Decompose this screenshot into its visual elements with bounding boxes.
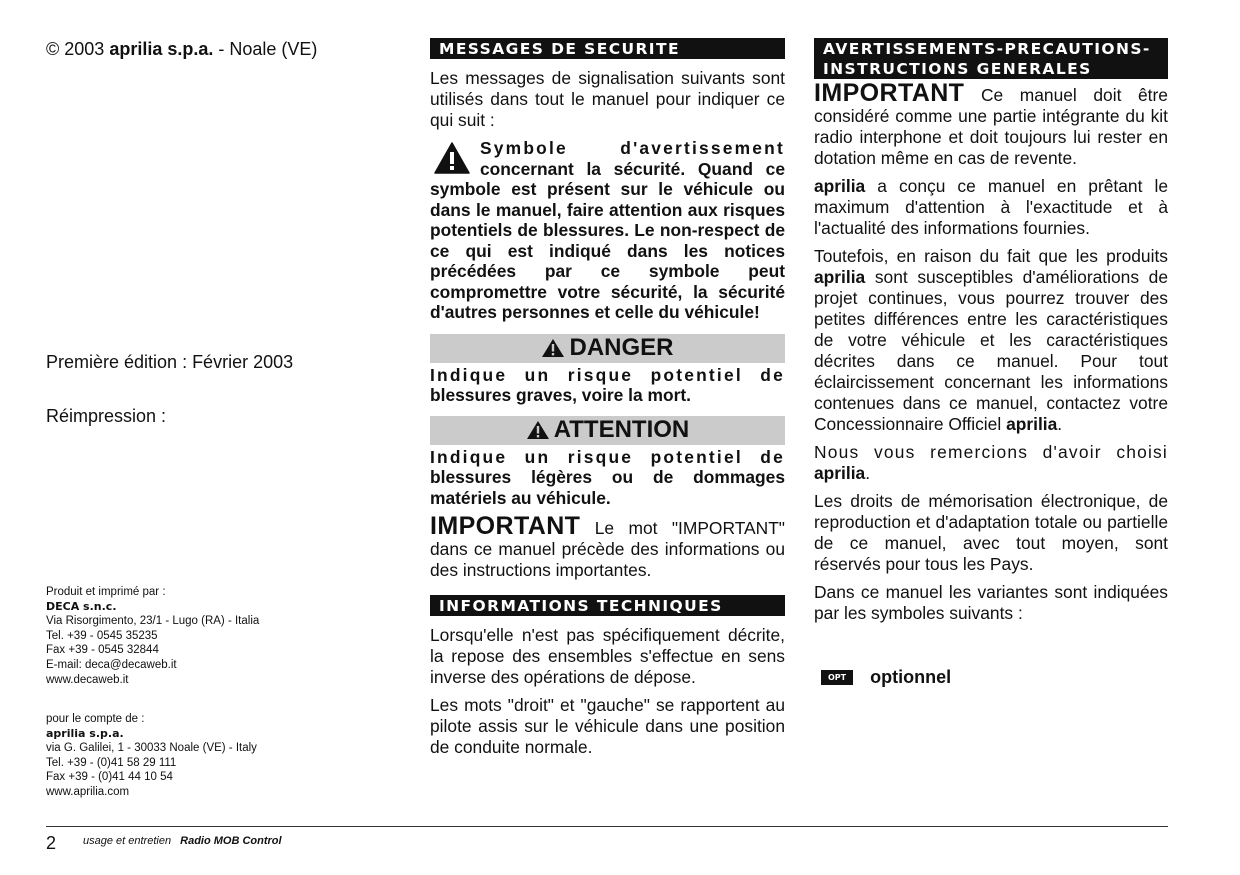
printer-address: Via Risorgimento, 23/1 - Lugo (RA) - Italia: [46, 615, 260, 628]
footer-divider: [46, 826, 1168, 827]
footer-caption: usage et entretien Radio MOB Control: [83, 835, 282, 847]
client-tel: Tel. +39 - (0)41 58 29 111: [46, 756, 177, 769]
safety-symbol-paragraph: Symbole d'avertissement concernant la sécurité. Quand ce symbole est présent sur le véhicule ou dans le manuel, faire attention aux risques potentiels de blessures. Le non-respect de ce qui est indiqué dans les notices précédées par ce symbole peut compromettre votre sécurité, la sécurité d'autres personnes et celle du véhicule!: [430, 138, 785, 322]
safety-messages-header: MESSAGES DE SECURITE: [430, 38, 785, 59]
left-column: [46, 38, 386, 808]
technical-info-header: INFORMATIONS TECHNIQUES: [430, 595, 785, 616]
client-name: aprilia s.p.a.: [46, 726, 124, 740]
client-web: www.aprilia.com: [46, 785, 130, 798]
client-fax: Fax +39 - (0)41 44 10 54: [46, 771, 173, 784]
copyright-company: aprilia s.p.a.: [109, 39, 214, 59]
improvements-paragraph: Toutefois, en raison du fait que les produits aprilia sont susceptibles d'améliorations de projet continues, vous pourrez trouver des petites différences entre les caractéristiques de votre véhicule et les caractéristiques décrites dans ce manuel. Pour tout éclaircissement concernant les informations contenues dans ce manuel, contactez votre Concessionnaire Officiel aprilia.: [814, 246, 1168, 434]
danger-description: Indique un risque potentiel de blessures graves, voire la mort.: [430, 364, 785, 405]
middle-column: [430, 38, 785, 765]
accuracy-paragraph: aprilia a conçu ce manuel en prêtant le maximum d'attention à l'exactitude et à l'actualité des informations fournies.: [814, 176, 1168, 238]
warning-triangle-icon: [541, 338, 565, 358]
attention-description: Indique un risque potentiel de blessures légères ou de dommages matériels au véhicule.: [430, 446, 785, 508]
printer-name: DECA s.n.c.: [46, 599, 117, 613]
opt-badge: OPT: [821, 670, 853, 685]
important-notice: IMPORTANT Ce manuel doit être considéré comme une partie intégrante du kit radio interphone et doit toujours lui rester en dotation même en cas de revente.: [814, 79, 1168, 168]
general-warnings-header: AVERTISSEMENTS-PRECAUTIONS- INSTRUCTIONS GENERALES: [814, 38, 1168, 79]
safety-intro: Les messages de signalisation suivants sont utilisés dans tout le manuel pour indiquer ce qui suit :: [430, 68, 785, 130]
first-edition: Première édition : Février 2003: [46, 352, 294, 372]
page-number: 2: [46, 833, 57, 853]
client-intro: pour le compte de :: [46, 713, 145, 725]
important-label: IMPORTANT: [430, 512, 581, 540]
copyright-line: © 2003 aprilia s.p.a. - Noale (VE): [46, 39, 318, 59]
variants-paragraph: Dans ce manuel les variantes sont indiquées par les symboles suivants :: [814, 582, 1168, 623]
thanks-paragraph: Nous vous remercions d'avoir choisi aprilia.: [814, 442, 1168, 483]
right-column: [814, 38, 1168, 688]
printer-web: www.decaweb.it: [46, 673, 129, 686]
danger-badge: DANGER: [430, 334, 785, 363]
warning-triangle-icon: [526, 420, 550, 440]
printer-email: E-mail: deca@decaweb.it: [46, 658, 177, 671]
opt-label: optionnel: [870, 667, 952, 687]
printer-intro: Produit et imprimé par :: [46, 586, 166, 598]
printer-tel: Tel. +39 - 0545 35235: [46, 629, 158, 642]
option-legend: [821, 667, 1168, 688]
rights-paragraph: Les droits de mémorisation électronique, de reproduction et d'adaptation totale ou partielle de ce manuel, avec tout moyen, sont réservés pour tous les Pays.: [814, 491, 1168, 574]
reprint-label: Réimpression :: [46, 406, 167, 426]
client-address: via G. Galilei, 1 - 30033 Noale (VE) - Italy: [46, 742, 257, 755]
important-label: IMPORTANT: [814, 79, 965, 107]
printer-info: [46, 585, 259, 687]
warning-triangle-icon: [430, 142, 474, 178]
technical-paragraph-2: Les mots "droit" et "gauche" se rapportent au pilote assis sur le véhicule dans une position de conduite normale.: [430, 695, 785, 757]
client-info: [46, 712, 257, 800]
technical-paragraph-1: Lorsqu'elle n'est pas spécifiquement décrite, la repose des ensembles s'effectue en sens inverse des opérations de dépose.: [430, 625, 785, 687]
attention-badge: ATTENTION: [430, 416, 785, 445]
printer-fax: Fax +39 - 0545 32844: [46, 644, 159, 657]
important-paragraph: IMPORTANT Le mot "IMPORTANT" dans ce manuel précède des informations ou des instructions importantes.: [430, 512, 785, 580]
